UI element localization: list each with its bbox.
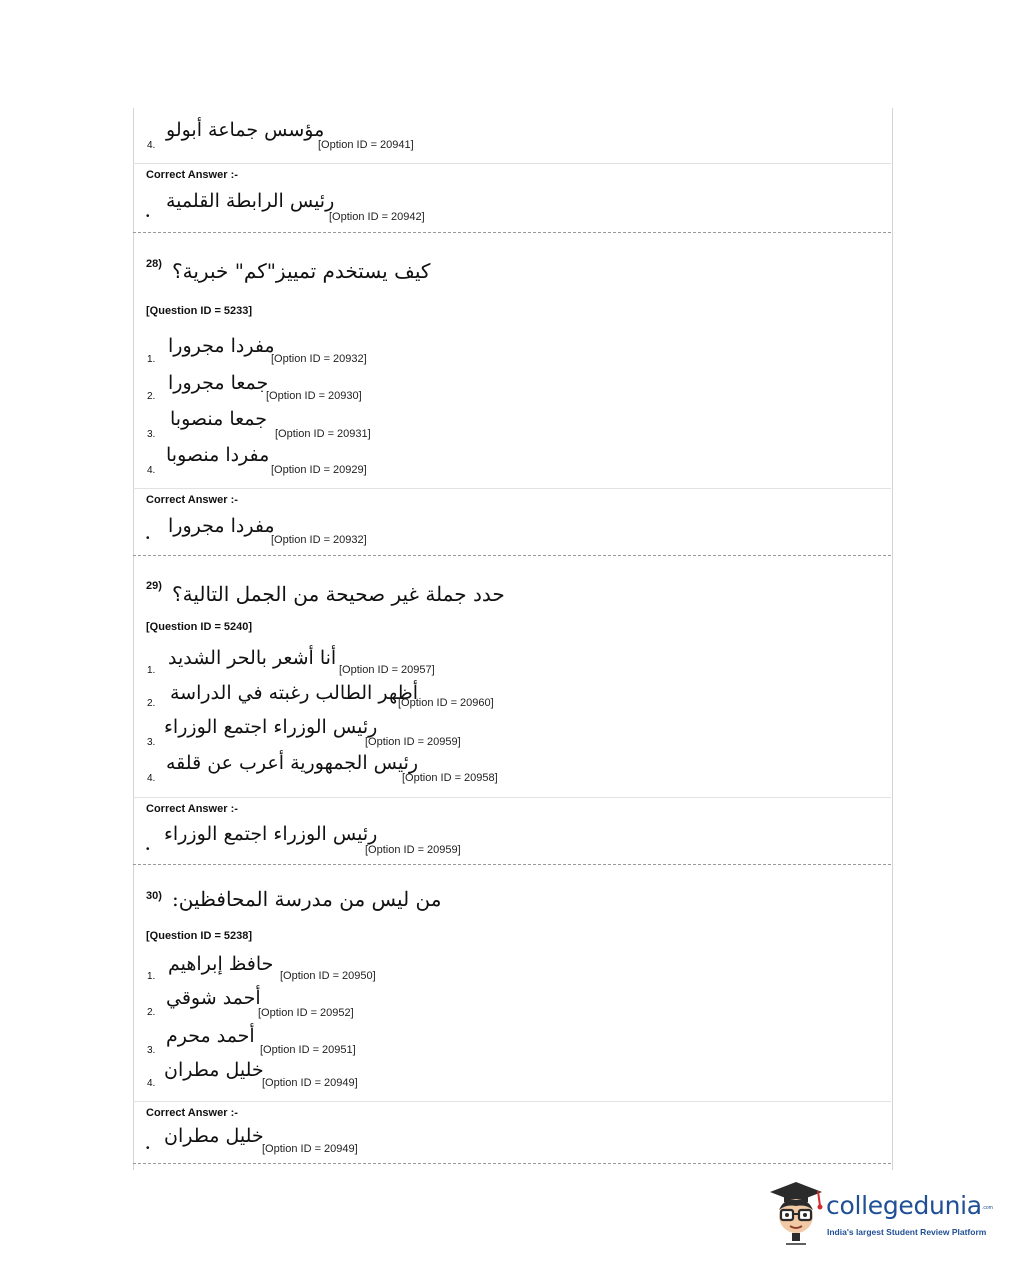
option-id: [Option ID = 20957]: [339, 664, 435, 676]
option-number: 1.: [147, 665, 156, 676]
option-number: 3.: [147, 737, 156, 748]
option-number: 2.: [147, 698, 156, 709]
option-id: [Option ID = 20949]: [262, 1077, 358, 1089]
option-id: [Option ID = 20930]: [266, 390, 362, 402]
option-number: 2.: [147, 391, 156, 402]
logo-domain: .com: [982, 1205, 993, 1211]
logo-mascot-icon: [766, 1176, 826, 1246]
option-text: مفردا منصوبا: [166, 444, 270, 466]
question-number: 29): [146, 580, 162, 592]
divider: [133, 488, 891, 489]
option-text: مؤسس جماعة أبولو: [166, 119, 325, 141]
option-number: 1.: [147, 971, 156, 982]
option-id: [Option ID = 20941]: [318, 139, 414, 151]
option-id: [Option ID = 20951]: [260, 1044, 356, 1056]
option-number: 4.: [147, 773, 156, 784]
answer-bullet: •: [146, 1143, 150, 1154]
option-text: أظهر الطالب رغبته في الدراسة: [170, 682, 418, 704]
option-id: [Option ID = 20959]: [365, 736, 461, 748]
option-text: أحمد محرم: [166, 1025, 255, 1047]
logo-wordmark: collegedunia: [826, 1191, 982, 1220]
option-text: خليل مطران: [164, 1059, 264, 1081]
option-text: أحمد شوقي: [166, 987, 261, 1009]
option-number: 4.: [147, 1078, 156, 1089]
question-text: كيف يستخدم تمييز"كم" خبرية؟: [172, 259, 431, 283]
correct-answer-label: Correct Answer :-: [146, 169, 238, 181]
answer-bullet: •: [146, 211, 150, 222]
option-id: [Option ID = 20932]: [271, 353, 367, 365]
option-text: جمعا مجرورا: [168, 372, 269, 394]
option-number: 4.: [147, 465, 156, 476]
question-number: 28): [146, 258, 162, 270]
option-id: [Option ID = 20958]: [402, 772, 498, 784]
correct-answer-text: رئيس الوزراء اجتمع الوزراء: [164, 823, 378, 845]
option-text: رئيس الجمهورية أعرب عن قلقه: [166, 752, 419, 774]
option-text: مفردا مجرورا: [168, 335, 275, 357]
option-number: 3.: [147, 429, 156, 440]
divider: [133, 1101, 891, 1102]
question-number: 30): [146, 890, 162, 902]
question-id: [Question ID = 5233]: [146, 305, 253, 317]
correct-answer-text: مفردا مجرورا: [168, 515, 275, 537]
correct-answer-label: Correct Answer :-: [146, 803, 238, 815]
answer-bullet: •: [146, 844, 150, 855]
option-id: [Option ID = 20960]: [398, 697, 494, 709]
option-number: 3.: [147, 1045, 156, 1056]
option-id: [Option ID = 20942]: [329, 211, 425, 223]
logo-tagline: India's largest Student Review Platform: [827, 1227, 987, 1237]
option-id: [Option ID = 20929]: [271, 464, 367, 476]
question-id: [Question ID = 5238]: [146, 930, 253, 942]
option-id: [Option ID = 20931]: [275, 428, 371, 440]
option-id: [Option ID = 20949]: [262, 1143, 358, 1155]
divider: [133, 163, 891, 164]
question-separator: [133, 864, 891, 865]
option-number: 2.: [147, 1007, 156, 1018]
option-text: جمعا منصوبا: [170, 408, 268, 430]
option-text: أنا أشعر بالحر الشديد: [168, 647, 337, 669]
question-text: من ليس من مدرسة المحافظين:: [172, 887, 442, 911]
option-id: [Option ID = 20959]: [365, 844, 461, 856]
correct-answer-label: Correct Answer :-: [146, 494, 238, 506]
option-number: 1.: [147, 354, 156, 365]
question-text: حدد جملة غير صحيحة من الجمل التالية؟: [172, 582, 505, 606]
question-id: [Question ID = 5240]: [146, 621, 253, 633]
divider: [133, 797, 891, 798]
option-text: رئيس الوزراء اجتمع الوزراء: [164, 716, 378, 738]
correct-answer-label: Correct Answer :-: [146, 1107, 238, 1119]
question-separator: [133, 555, 891, 556]
correct-answer-text: رئيس الرابطة القلمية: [166, 190, 335, 212]
question-separator: [133, 1163, 891, 1164]
question-separator: [133, 232, 891, 233]
option-id: [Option ID = 20950]: [280, 970, 376, 982]
option-id: [Option ID = 20932]: [271, 534, 367, 546]
option-text: حافظ إبراهيم: [168, 953, 274, 975]
option-id: [Option ID = 20952]: [258, 1007, 354, 1019]
option-number: 4.: [147, 140, 156, 151]
correct-answer-text: خليل مطران: [164, 1125, 264, 1147]
answer-bullet: •: [146, 533, 150, 544]
